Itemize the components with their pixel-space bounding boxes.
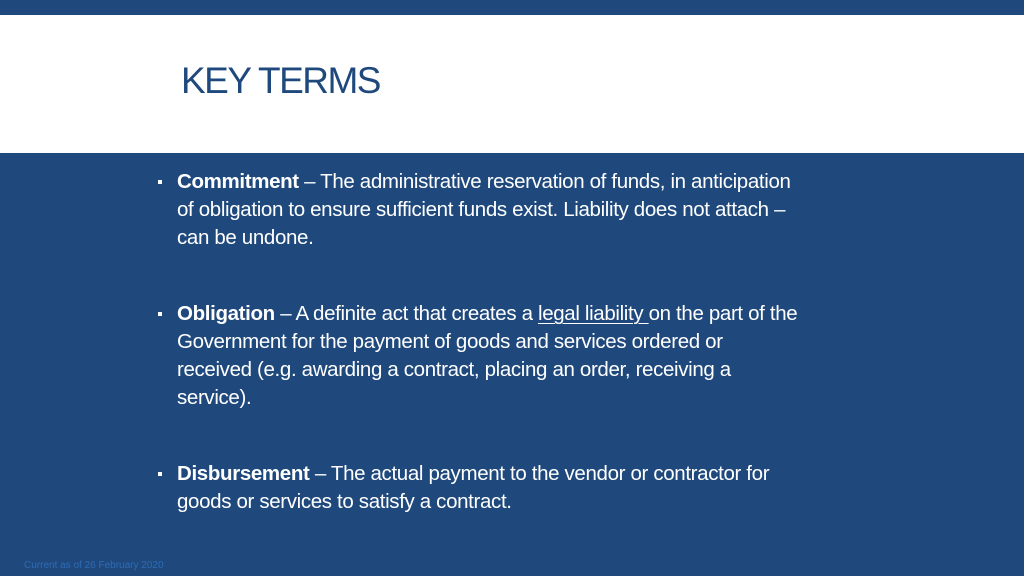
term-commitment <box>158 168 798 252</box>
term-obligation <box>158 300 798 412</box>
term-separator: – <box>298 170 321 193</box>
term-separator: – <box>274 302 296 325</box>
term-definition-start: A definite act that creates a <box>295 302 538 325</box>
term-name: Obligation <box>177 302 275 325</box>
term-name: Disbursement <box>177 462 310 485</box>
key-terms-list <box>158 168 798 516</box>
bullet-icon <box>158 180 162 184</box>
term-definition: The actual payment to the vendor or contractor for goods or services to satisfy a contract. <box>177 462 770 513</box>
term-definition-end: on the part of the Government for the payment of goods and services ordered or received (e.g. awarding a contract, placing an order, receiving a service). <box>177 302 798 409</box>
bullet-icon <box>158 312 162 316</box>
term-name: Commitment <box>177 170 299 193</box>
legal-liability-link[interactable]: legal liability <box>537 302 649 325</box>
bullet-icon <box>158 472 162 476</box>
term-separator: – <box>309 462 331 485</box>
footer-date-note: Current as of 26 February 2020 <box>24 560 164 571</box>
title-band <box>0 15 1024 153</box>
term-definition: The administrative reservation of funds, in anticipation of obligation to ensure sufficient funds exist. Liability does not attach – can be undone. <box>177 170 791 249</box>
slide-title: KEY TERMS <box>181 60 380 101</box>
term-disbursement <box>158 460 798 516</box>
